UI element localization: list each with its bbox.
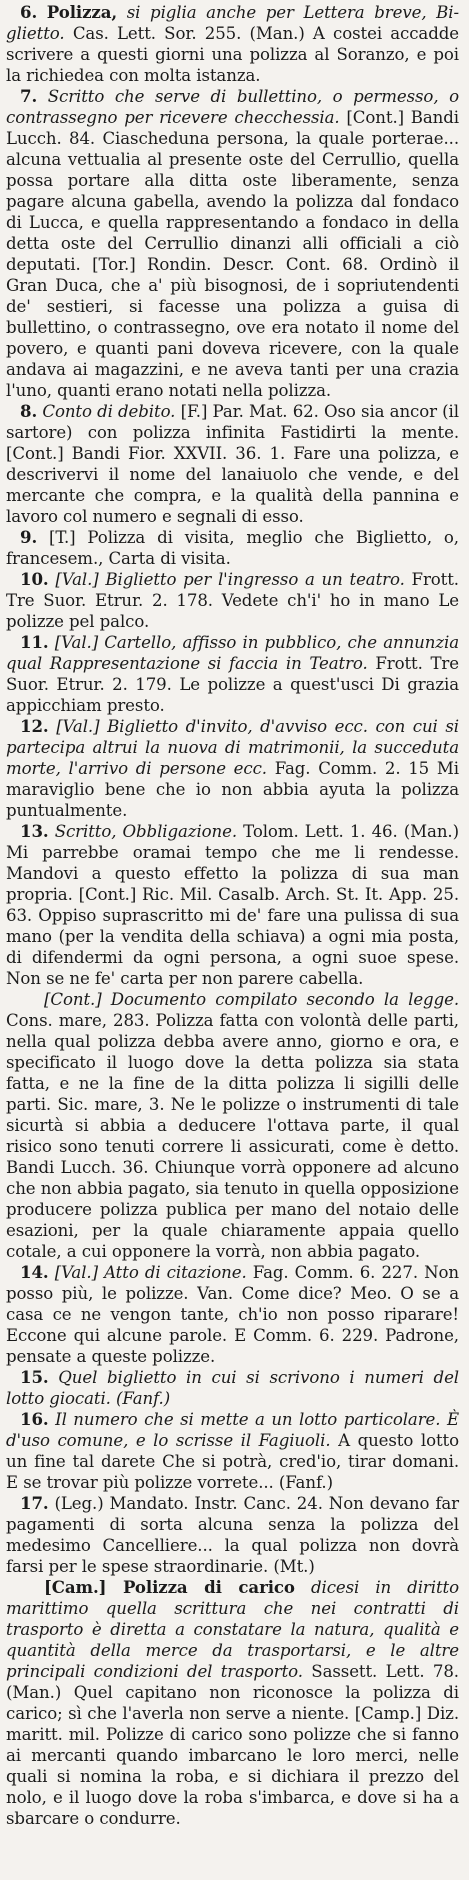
entry-9	[6, 527, 459, 569]
entry-number: 14.	[20, 1262, 49, 1282]
entry-definition: Scritto che serve di bullettino, o permesso, o contrassegno per ricevere checchessia.	[6, 87, 459, 127]
entry-number: 15.	[20, 1367, 49, 1387]
entry-citation: Instr. Canc. 24. Non devano far pagamenti di sorta alcuna senza la polizza del medesimo Cancelliere... la qual polizza non dovrà farsi per le spese straordinarie. (Mt.)	[6, 1494, 459, 1576]
entry-15	[6, 1367, 459, 1409]
entry-number: 16.	[20, 1409, 49, 1429]
entry-definition: [T.] Polizza di visita, meglio che Biglietto, o, francesem., Carta di visita.	[6, 528, 459, 568]
entry-number: 11.	[20, 632, 49, 652]
entry-number: 6.	[20, 2, 38, 22]
entry-citation: Frott. Tre Suor. Etrur. 2. 179. Le polizze a quest'usci Di grazia appicchiam presto.	[6, 654, 459, 715]
entry-11	[6, 632, 459, 716]
entry-citation: Fag. Comm. 2. 15 Mi maraviglio bene che io non abbia ayuta la polizza puntualmente.	[6, 759, 459, 820]
entry-number: 17.	[20, 1493, 49, 1513]
entry-definition: [Val.] Atto di citazione.	[54, 1263, 247, 1282]
entry-17	[6, 1493, 459, 1577]
entry-number: 7.	[20, 86, 38, 106]
entry-headword: Polizza,	[46, 2, 118, 22]
entry-definition: Conto di debito.	[42, 402, 176, 421]
entry-citation: Sassett. Lett. 78. (Man.) Quel capitano non riconosce la polizza di carico; sì che l'averla non serve a niente. [Camp.] Diz. maritt. mil. Polizze di carico sono polizze che si fanno ai mercanti quando imbarcano le loro merci, nelle quali si nomina la roba, e si dichiara il prezzo del nolo, e il luogo dove la roba s'imbarca, e dove si ha a sbarcare o condurre.	[6, 1662, 459, 1828]
entry-number: 12.	[20, 716, 49, 736]
entry-citation: A questo lotto un fine tal darete Che si potrà, cred'io, tirar domani. E se trovar più polizze vorrete... (Fanf.)	[6, 1431, 459, 1492]
entry-definition: (Leg.) Mandato.	[54, 1494, 189, 1513]
entry-definition: [Val.] Biglietto d'invito, d'avviso ecc. con cui si partecipa altrui la nuova di matrimonii, la succeduta morte, l'arrivo di persone ecc.	[6, 717, 459, 778]
entry-13-sub	[6, 989, 459, 1262]
entry-citation: [Cont.] Bandi Lucch. 84. Ciascheduna persona, la quale porterae... alcuna vettualia al presente oste del Cerrullio, quella possa portare alla ditta oste liberamente, senza pagare alcuna gabella, avendo la polizza dal fondaco di Lucca, e quella rappresentando a fondaco in della detta oste del Cerrullio dinanzi alli officiali a ciò deputati. [Tor.] Rondin. Descr. Cont. 68. Ordinò il Gran Duca, che a' più bisognosi, de i sopriutendenti de' sestieri, si facesse una polizza a guisa di bullettino, o contrassegno, ove era notato il nome del povero, e quanti pani doveva ricevere, con la quale andava ai magazzini, e ne aveva tanti per una crazia l'uno, quanti erano notati nella polizza.	[6, 108, 459, 400]
entry-definition: [Val.] Biglietto per l'ingresso a un teatro.	[55, 570, 405, 589]
entry-headword: [Cam.] Polizza di carico	[44, 1577, 295, 1597]
entry-12	[6, 716, 459, 821]
entry-16	[6, 1409, 459, 1493]
dictionary-column	[6, 2, 459, 1829]
entry-citation: Tolom. Lett. 1. 46. (Man.) Mi parrebbe oramai tempo che me li rendesse. Mandovi a questo effetto la polizza di sua man propria. [Cont.] Ric. Mil. Casalb. Arch. St. It. App. 25. 63. Oppiso suprascritto mi de' fare una pulissa di sua mano (per la vendita della schiava) a ogni mia posta, di difendermi da ogni persona, a ogni suoe spese. Non se ne fe' carta per non parere cabella.	[6, 822, 459, 988]
entry-citation: [F.] Par. Mat. 62. Oso sia ancor (il sartore) con polizza infinita Fastidirti la mente. [Cont.] Bandi Fior. XXVII. 36. 1. Fare una polizza, e descrivervi il nome del lanaiuolo che vende, e del mercante che compra, e la qualità della pannina e lavoro col numero e segnali di esso.	[6, 402, 459, 526]
entry-10	[6, 569, 459, 632]
entry-number: 10.	[20, 569, 49, 589]
entry-7	[6, 86, 459, 401]
entry-8	[6, 401, 459, 527]
entry-14	[6, 1262, 459, 1367]
entry-definition: Scritto, Obbligazione.	[54, 822, 238, 841]
entry-definition: Quel biglietto in cui si scrivono i numeri del lotto giocati. (Fanf.)	[6, 1368, 460, 1408]
entry-definition: [Val.] Cartello, affisso in pubblico, che annunzia qual Rappresentazione si faccia in Teatro.	[6, 633, 460, 673]
entry-definition: si piglia anche per Lettera breve, Bi-glietto.	[6, 3, 459, 43]
entry-6	[6, 2, 459, 86]
entry-13	[6, 821, 459, 989]
entry-definition: Il numero che si mette a un lotto particolare. È d'uso comune, e lo scrisse il Fagiuoli.	[6, 1410, 459, 1450]
entry-citation: Fag. Comm. 6. 227. Non posso più, le polizze. Van. Come dice? Meo. O se a casa ce ne vengon tante, ch'io non posso riparare! Eccone qui alcune parole. E Comm. 6. 229. Padrone, pensate a queste polizze.	[6, 1263, 460, 1366]
entry-citation: Cons. mare, 283. Polizza fatta con volontà delle parti, nella qual polizza debba avere anno, giorno e ora, e specificato il luogo dove la detta polizza sia stata fatta, e ne la fine de la ditta polizza li sigilli delle parti. Sic. mare, 3. Ne le polizze o instrumenti di tale sicurtà si abbia a deducere l'ottava parte, il qual risico sono tenuti correre li assicurati, come è detto. Bandi Lucch. 36. Chiunque vorrà opponere ad alcuno che non abbia pagato, sia tenuto in quella opposizione producere polizza publica per mano del notaio delle esazioni, per la quale chiaramente appaia quello cotale, a cui opponere la vorrà, non abbia pagato.	[6, 1011, 459, 1261]
entry-number: 13.	[20, 821, 49, 841]
entry-17-sub	[6, 1577, 459, 1829]
entry-definition: [Cont.] Documento compilato secondo la legge.	[44, 990, 459, 1009]
entry-number: 9.	[20, 527, 38, 547]
entry-citation: Frott. Tre Suor. Etrur. 2. 178. Vedete ch'i' ho in mano Le polizze pel palco.	[6, 570, 459, 631]
entry-definition: dicesi in diritto marittimo quella scrittura che nei contratti di trasporto è diretta a constatare la natura, qualità e quantità della merce da trasportarsi, e le altre principali condizioni del trasporto.	[6, 1578, 459, 1681]
entry-number: 8.	[20, 401, 38, 421]
entry-citation: Cas. Lett. Sor. 255. (Man.) A costei accadde scrivere a questi giorni una polizza al Soranzo, e poi la richiedea con molta istanza.	[6, 24, 459, 85]
